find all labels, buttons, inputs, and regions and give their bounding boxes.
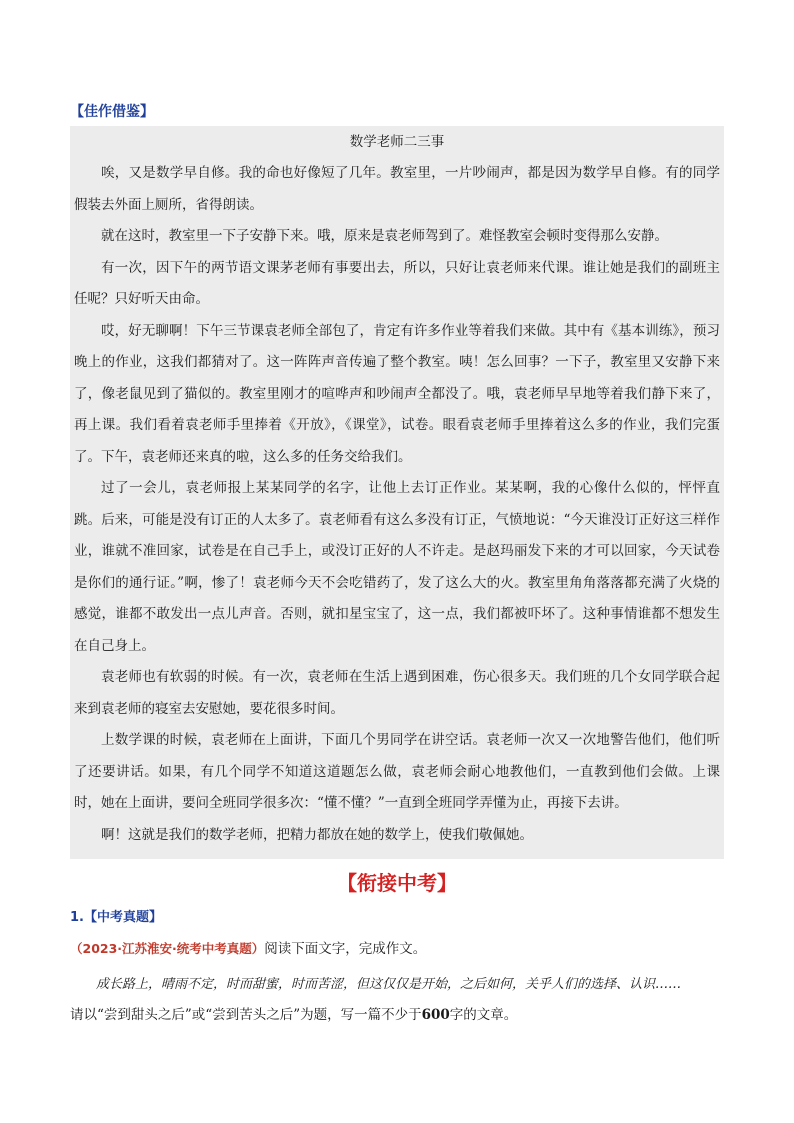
task-text-before: 请以“尝到甜头之后”或“尝到苦头之后”为题，写一篇不少于 [70, 1007, 422, 1023]
section-label-best-essay: 【佳作借鉴】 [70, 104, 154, 120]
question-material: 成长路上，晴雨不定，时而甜蜜，时而苦涩，但这仅仅是开始，之后如何，关乎人们的选择、认识…… [96, 977, 682, 992]
question-task [70, 1000, 724, 1031]
link-heading: 【衔接中考】 [337, 871, 457, 895]
essay-paragraph: 上数学课的时候，袁老师在上面讲，下面几个男同学在讲空话。袁老师一次又一次地警告他们，他们听了还要讲话。如果，有几个同学不知道这道题怎么做，袁老师会耐心地教他们，一直教到他们会做。上课时，她在上面讲，要问全班同学很多次：“懂不懂？”一直到全班同学弄懂为止，再接下去讲。 [74, 732, 720, 811]
task-word-count: 600 [421, 1007, 450, 1023]
essay-box [70, 126, 724, 859]
essay-paragraph: 就在这时，教室里一下子安静下来。哦，原来是袁老师驾到了。难怪教室会顿时变得那么安静。 [101, 228, 668, 244]
question-instruction: 阅读下面文字，完成作文。 [264, 941, 427, 957]
essay-paragraph: 有一次，因下午的两节语文课茅老师有事要出去，所以，只好让袁老师来代课。谁让她是我们的副班主任呢？只好听天由命。 [74, 259, 720, 307]
task-text-after: 字的文章。 [449, 1007, 518, 1023]
essay-title: 数学老师二三事 [349, 134, 445, 150]
essay-paragraph: 袁老师也有软弱的时候。有一次，袁老师在生活上遇到困难，伤心很多天。我们班的几个女同学联合起来到袁老师的寝室去安慰她，要花很多时间。 [74, 669, 720, 717]
essay-paragraph: 过了一会儿，袁老师报上某某同学的名字，让他上去订正作业。某某啊，我的心像什么似的，怦怦直跳。后来，可能是没有订正的人太多了。袁老师看有这么多没有订正，气愤地说：“今天谁没订正好这三样作业，谁就不准回家，试卷是在自己手上，或没订正好的人不许走。是赵玛丽发下来的才可以回家，今天试卷是你们的通行证。”啊，惨了！袁老师今天不会吃错药了，发了这么大的火。教室里角角落落都充满了火烧的感觉，谁都不敢发出一点儿声音。否则，就扣星宝宝了，这一点，我们都被吓坏了。这种事情谁都不想发生在自己身上。 [74, 480, 720, 654]
essay-paragraph: 啊！这就是我们的数学老师，把精力都放在她的数学上，使我们敬佩她。 [101, 826, 533, 843]
question-source: （2023·江苏淮安·统考中考真题） [70, 941, 265, 956]
essay-paragraph: 唉，又是数学早自修。我的命也好像短了几年。教室里，一片吵闹声，都是因为数学早自修。有的同学假装去外面上厕所，省得朗读。 [74, 165, 720, 213]
question-source-line [70, 937, 730, 957]
essay-paragraph: 哎，好无聊啊！下午三节课袁老师全部包了，肯定有许多作业等着我们来做。其中有《基本训练》，预习晚上的作业，这我们都猜对了。这一阵阵声音传遍了整个教室。咦！怎么回事？一下子，教室里又安静下来了，像老鼠见到了猫似的。教室里刚才的喧哗声和吵闹声全都没了。哦，袁老师早早地等着我们静下来了，再上课。我们看着袁老师手里捧着《开放》，《课堂》，试卷。眼看袁老师手里捧着这么多的作业，我们完蛋了。下午，袁老师还来真的啦，这么多的任务交给我们。 [74, 322, 720, 465]
question-label: 1.【中考真题】 [70, 910, 162, 925]
